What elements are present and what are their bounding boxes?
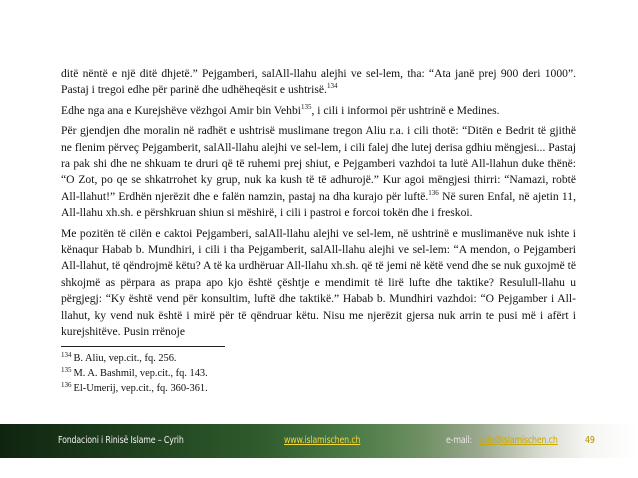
footnote — [61, 381, 561, 396]
paragraph-text: Në suren Enfal, në ajetin 11, All-llahu xh.sh. e përshkruan shiun si mëshirë, i cili i pastroi e forcoi tokën dhe i freskoi. — [61, 189, 576, 220]
paragraph — [61, 123, 576, 221]
page-footer — [0, 424, 638, 458]
body-text — [61, 66, 576, 345]
footnote-reference[interactable]: 135 — [300, 102, 312, 111]
footer-email-label: e-mail: — [446, 435, 473, 446]
paragraph-text: Edhe nga ana e Kurejshëve vëzhgoi Amir bin Vehbi — [61, 103, 301, 117]
paragraph — [61, 66, 576, 99]
footnote-text: El-Umerij, vep.cit., fq. 360-361. — [73, 383, 208, 394]
paragraph-text: Për gjendjen dhe moralin në radhët e ushtrisë muslimane tregon Aliu r.a. i cili thotë: “Ditën e Bedrit të gjithë ne flenim përveç Pejgamberit, salAll-llahu alejhi ve sel-lem, i cili falej dhe lutej derisa gdhiu mëngjesi... Pastaj ra pak shi dhe ne shkuam te druri që të ruhemi prej shiut, e Pejgamberi vazhdoi ta lutë All-llahun duke thënë: “O Zot, po qe se shkatrrohet ky grup, nuk ka kush të të adhurojë.” Kur agoi mëngjesi thirri: “Namazi, robtë All-llahut!” Erdhën njerëzit dhe e falën namzin, pastaj na dha kurajo për luftë. — [61, 124, 576, 203]
footnote-number: 135 — [61, 365, 72, 374]
footnote-text: B. Aliu, vep.cit., fq. 256. — [73, 353, 177, 364]
footer-email-link[interactable]: info@islamischen.ch — [480, 435, 558, 446]
paragraph — [61, 226, 576, 341]
footnote — [61, 351, 561, 366]
footnote — [61, 366, 561, 381]
footer-organization: Fondacioni i Rinisë Islame – Cyrih — [58, 435, 184, 446]
footer-website-link[interactable]: www.islamischen.ch — [284, 435, 361, 446]
footnote-number: 134 — [61, 350, 72, 359]
paragraph-text: , i cili i informoi për ushtrinë e Medines. — [311, 103, 500, 117]
paragraph-text: ditë nëntë e një ditë dhjetë.” Pejgamberi, salAll-llahu alejhi ve sel-lem, tha: “Ata janë prej 900 deri 1000”. Pastaj i tregoi edhe për parinë dhe udhëheqësit e ushtrisë. — [61, 67, 576, 97]
footnote-text: M. A. Bashmil, vep.cit., fq. 143. — [73, 368, 208, 379]
footnote-reference[interactable]: 134 — [326, 82, 338, 91]
page-number: 49 — [585, 435, 595, 446]
footnotes — [61, 351, 561, 396]
footnote-number: 136 — [61, 380, 72, 389]
footnote-separator — [61, 346, 225, 347]
footnote-reference[interactable]: 136 — [428, 188, 439, 197]
paragraph — [61, 103, 576, 119]
paragraph-text: Me pozitën të cilën e caktoi Pejgamberi, salAll-llahu alejhi ve sel-lem, në ushtrinë e muslimanëve nuk ishte i kënaqur Habab b. Mundhiri, i cili i tha Pejgamberit, salAll-llahu alejhi ve sel-lem: “A mendon, o Pejgamberi All-llahut, të qëndrojmë këtu? A të ka urdhëruar All-llahu xh.sh. që të jemi në këtë vend dhe se nuk guxojmë të shkojmë as përpara as prapa apo kjo është çështje e mendimit të lirë lufte dhe taktike? Resulull-llahu u përgjegj: “Ky është vend për konsultim, luftë dhe taktikë.” Habab b. Mundhiri vazhdoi: “O Pejgamber i All-llahut, ky vend nuk është i mirë për të qëndruar këtu. Nisu me njerëzit gjersa nuk arrin te pusi më i afërt i kurejshitëve. Pusin rrënoje — [61, 226, 576, 339]
